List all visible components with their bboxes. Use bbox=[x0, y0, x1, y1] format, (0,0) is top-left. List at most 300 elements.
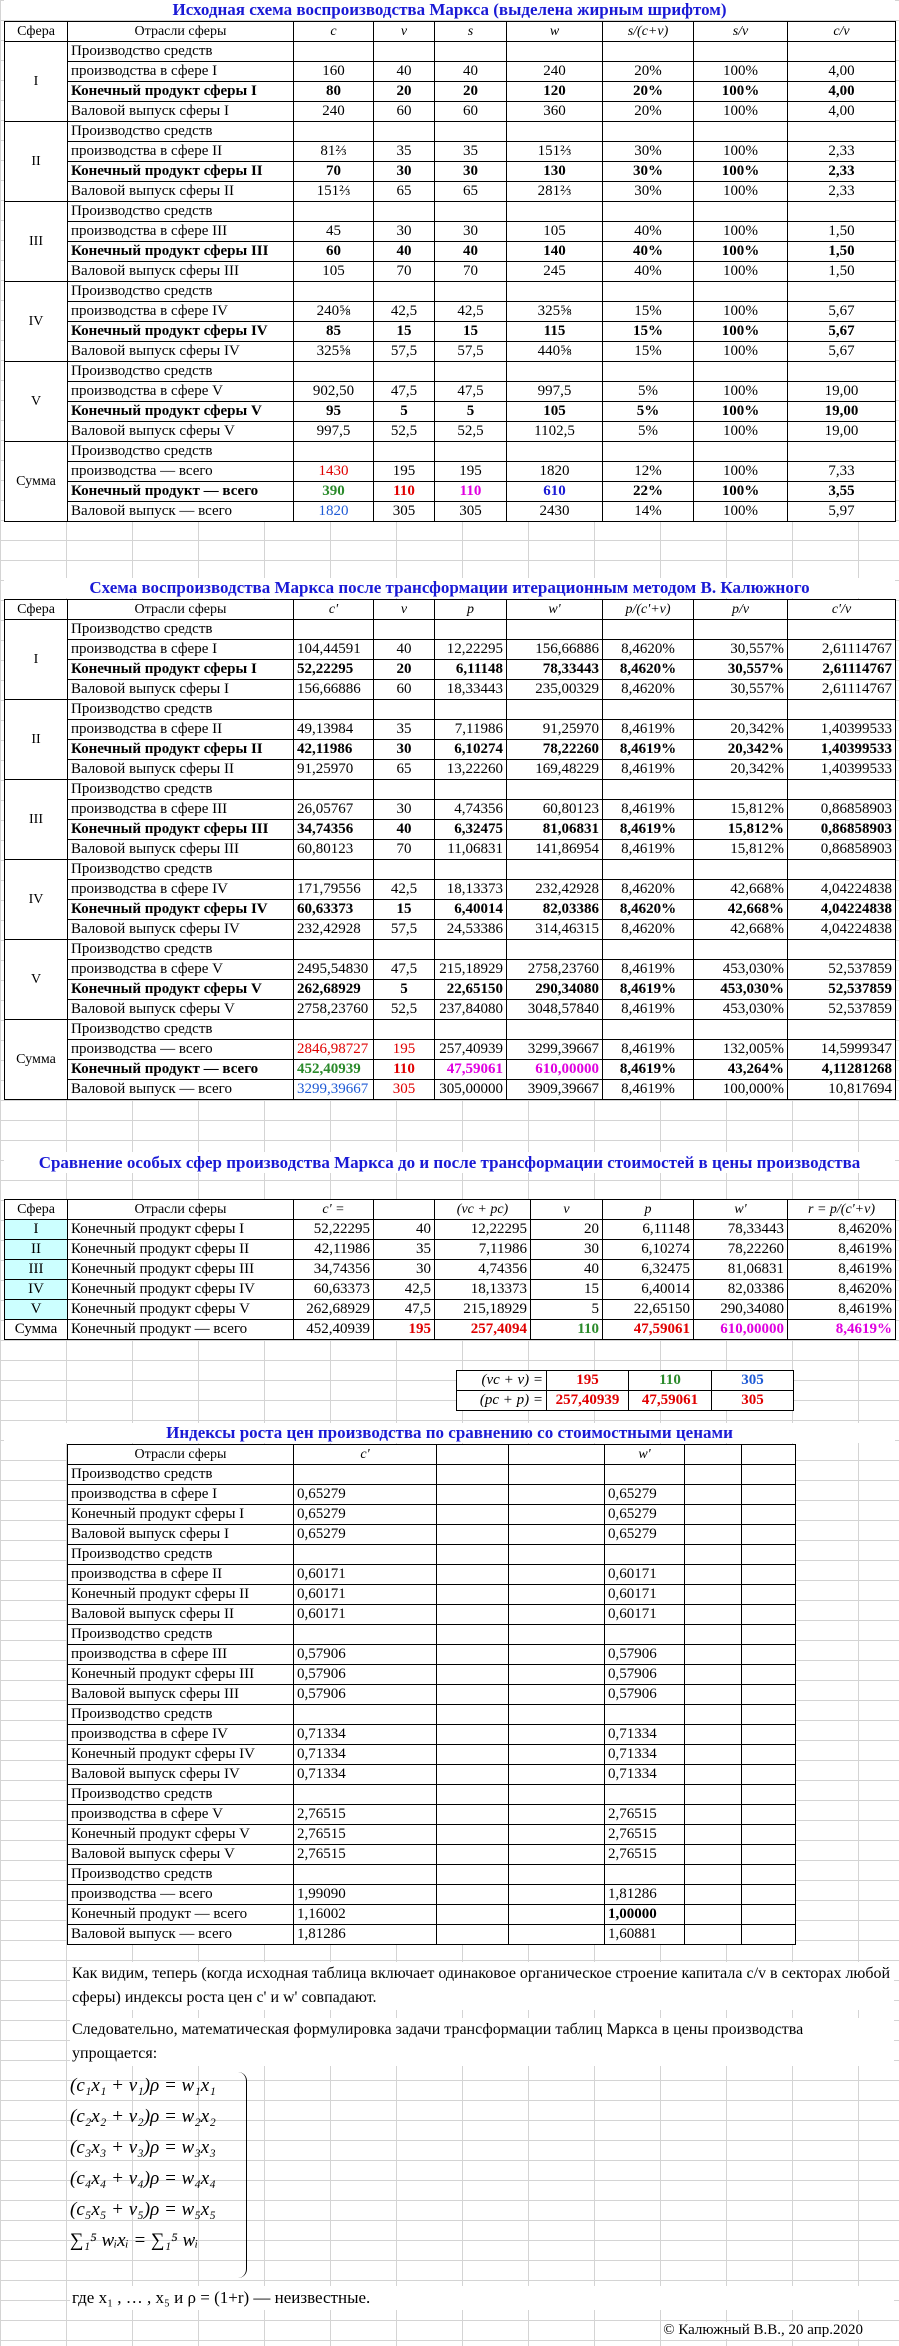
table-cell: 34,74356 bbox=[294, 1260, 374, 1280]
table-cell: 78,33443 bbox=[694, 1220, 788, 1240]
column-header bbox=[437, 1445, 509, 1465]
table-cell: Производство средств bbox=[68, 1705, 294, 1725]
sum-value: 257,40939 bbox=[547, 1391, 629, 1411]
table-row bbox=[5, 940, 896, 960]
table-cell: 997,5 bbox=[294, 422, 374, 442]
sphere-label: II bbox=[5, 700, 68, 780]
table-row bbox=[5, 402, 896, 422]
table-cell bbox=[374, 42, 435, 62]
empty-cell bbox=[509, 1725, 605, 1745]
table-cell: Сумма bbox=[5, 1320, 68, 1340]
table-cell: 15,812% bbox=[694, 840, 788, 860]
table-cell: 8,4620% bbox=[603, 880, 694, 900]
equation-brace bbox=[238, 2072, 247, 2278]
table-cell: 120 bbox=[507, 82, 603, 102]
table-cell: 43,264% bbox=[694, 1060, 788, 1080]
table-row bbox=[5, 860, 896, 880]
table-cell: 100% bbox=[694, 342, 788, 362]
table-cell bbox=[435, 362, 507, 382]
table-cell: 57,5 bbox=[374, 920, 435, 940]
table-cell: 5 bbox=[435, 402, 507, 422]
table-cell: производства в сфере I bbox=[68, 640, 294, 660]
table-row bbox=[5, 362, 896, 382]
table-cell bbox=[374, 780, 435, 800]
column-header bbox=[742, 1445, 796, 1465]
table-cell: 2,76515 bbox=[605, 1845, 685, 1865]
table-cell bbox=[294, 1785, 437, 1805]
table-cell bbox=[694, 700, 788, 720]
table-cell: 3299,39667 bbox=[294, 1080, 374, 1100]
sphere-label: Сумма bbox=[5, 442, 68, 522]
table-cell: 47,5 bbox=[374, 1300, 435, 1320]
table-row bbox=[5, 322, 896, 342]
table-cell: 325⅝ bbox=[294, 342, 374, 362]
empty-cell bbox=[685, 1845, 742, 1865]
table-cell: Валовой выпуск сферы I bbox=[68, 1525, 294, 1545]
table-cell bbox=[435, 620, 507, 640]
empty-cell bbox=[509, 1845, 605, 1865]
table-cell bbox=[605, 1465, 685, 1485]
table-cell: 3299,39667 bbox=[507, 1040, 603, 1060]
empty-cell bbox=[742, 1685, 796, 1705]
table-cell: 91,25970 bbox=[294, 760, 374, 780]
column-header: s/v bbox=[694, 22, 788, 42]
table-cell: 0,60171 bbox=[605, 1605, 685, 1625]
table-cell: 5,67 bbox=[788, 342, 896, 362]
table-cell: 100% bbox=[694, 262, 788, 282]
table-row bbox=[5, 202, 896, 222]
table-cell bbox=[788, 42, 896, 62]
table-row bbox=[68, 1625, 796, 1645]
empty-cell bbox=[509, 1625, 605, 1645]
table-cell: Конечный продукт — всего bbox=[68, 1320, 294, 1340]
table-cell bbox=[294, 1865, 437, 1885]
table-row bbox=[5, 1240, 896, 1260]
empty-cell bbox=[509, 1545, 605, 1565]
table-row bbox=[5, 42, 896, 62]
table-cell bbox=[694, 42, 788, 62]
column-header bbox=[509, 1445, 605, 1465]
table-cell bbox=[788, 442, 896, 462]
empty-cell bbox=[509, 1745, 605, 1765]
table-cell: 262,68929 bbox=[294, 980, 374, 1000]
table-cell: 8,4619% bbox=[603, 1060, 694, 1080]
table-cell: Конечный продукт сферы IV bbox=[68, 322, 294, 342]
table-cell bbox=[435, 282, 507, 302]
table-cell: Валовой выпуск сферы II bbox=[68, 1605, 294, 1625]
table-cell bbox=[603, 122, 694, 142]
table-cell: 195 bbox=[374, 1040, 435, 1060]
table-cell bbox=[603, 780, 694, 800]
table-cell: 1,99090 bbox=[294, 1885, 437, 1905]
table-cell: Конечный продукт сферы III bbox=[68, 820, 294, 840]
table-cell bbox=[507, 620, 603, 640]
table-cell: 2,33 bbox=[788, 182, 896, 202]
table-cell: 360 bbox=[507, 102, 603, 122]
table-cell bbox=[603, 202, 694, 222]
table-cell bbox=[294, 1625, 437, 1645]
table-cell: 0,65279 bbox=[294, 1485, 437, 1505]
table-cell: производства в сфере III bbox=[68, 1645, 294, 1665]
table-cell: 22% bbox=[603, 482, 694, 502]
table-cell: 42,11986 bbox=[294, 740, 374, 760]
table-cell: 40 bbox=[531, 1260, 603, 1280]
table-cell: 0,57906 bbox=[294, 1665, 437, 1685]
table-cell bbox=[294, 122, 374, 142]
table-cell: 610,00000 bbox=[507, 1060, 603, 1080]
table-cell: Валовой выпуск сферы III bbox=[68, 1685, 294, 1705]
column-header: c' = bbox=[294, 1200, 374, 1220]
table-row bbox=[5, 422, 896, 442]
sum-row bbox=[457, 1391, 794, 1411]
table-cell: 45 bbox=[294, 222, 374, 242]
table-cell: 19,00 bbox=[788, 422, 896, 442]
table-cell bbox=[507, 362, 603, 382]
table-cell: Конечный продукт сферы V bbox=[68, 1300, 294, 1320]
table-cell: 305,00000 bbox=[435, 1080, 507, 1100]
empty-cell bbox=[685, 1825, 742, 1845]
table-cell: Производство средств bbox=[68, 700, 294, 720]
table-cell: 6,10274 bbox=[435, 740, 507, 760]
table-cell: 8,4620% bbox=[603, 680, 694, 700]
empty-cell bbox=[509, 1705, 605, 1725]
table-cell: 2495,54830 bbox=[294, 960, 374, 980]
table-cell: 40 bbox=[435, 62, 507, 82]
table-cell: Конечный продукт сферы I bbox=[68, 1505, 294, 1525]
table-cell: Производство средств bbox=[68, 940, 294, 960]
table-cell: 610 bbox=[507, 482, 603, 502]
empty-cell bbox=[685, 1785, 742, 1805]
table-cell: 452,40939 bbox=[294, 1060, 374, 1080]
table-cell bbox=[507, 442, 603, 462]
table-cell: 0,71334 bbox=[605, 1725, 685, 1745]
table-cell bbox=[788, 700, 896, 720]
table-cell: 104,44591 bbox=[294, 640, 374, 660]
table-cell: Валовой выпуск сферы IV bbox=[68, 1765, 294, 1785]
table-cell bbox=[603, 860, 694, 880]
table-cell: 0,60171 bbox=[605, 1565, 685, 1585]
sphere-label: I bbox=[5, 620, 68, 700]
table-cell bbox=[294, 860, 374, 880]
table-row bbox=[68, 1725, 796, 1745]
table-cell: 85 bbox=[294, 322, 374, 342]
table-cell: Конечный продукт сферы II bbox=[68, 1240, 294, 1260]
table-cell: 1,81286 bbox=[605, 1885, 685, 1905]
table-cell: 100% bbox=[694, 302, 788, 322]
empty-cell bbox=[509, 1825, 605, 1845]
table-cell: Валовой выпуск сферы II bbox=[68, 182, 294, 202]
table-cell bbox=[507, 202, 603, 222]
table-cell: Валовой выпуск сферы IV bbox=[68, 920, 294, 940]
sphere-label: V bbox=[5, 362, 68, 442]
table-transformed-scheme bbox=[4, 599, 896, 1100]
table-cell: 14% bbox=[603, 502, 694, 522]
table-row bbox=[5, 182, 896, 202]
table-cell: производства в сфере V bbox=[68, 960, 294, 980]
table-cell: 4,00 bbox=[788, 82, 896, 102]
table-cell: производства — всего bbox=[68, 1885, 294, 1905]
table-cell: 2430 bbox=[507, 502, 603, 522]
table-cell: 8,4619% bbox=[788, 1300, 896, 1320]
column-header bbox=[374, 1200, 435, 1220]
table-cell: 235,00329 bbox=[507, 680, 603, 700]
empty-cell bbox=[685, 1545, 742, 1565]
table-cell: 110 bbox=[374, 1060, 435, 1080]
column-header: r = p/(c'+v) bbox=[788, 1200, 896, 1220]
table-cell bbox=[435, 860, 507, 880]
table-cell: Производство средств bbox=[68, 1020, 294, 1040]
table-cell: 34,74356 bbox=[294, 820, 374, 840]
table-cell: 19,00 bbox=[788, 382, 896, 402]
table-row bbox=[5, 462, 896, 482]
table-cell bbox=[374, 940, 435, 960]
table-cell: 100% bbox=[694, 422, 788, 442]
table-cell: 65 bbox=[374, 182, 435, 202]
table-cell: 4,04224838 bbox=[788, 920, 896, 940]
empty-cell bbox=[742, 1605, 796, 1625]
table-cell: 6,32475 bbox=[603, 1260, 694, 1280]
table-cell: 20 bbox=[374, 82, 435, 102]
table-cell: 100,000% bbox=[694, 1080, 788, 1100]
sum-value: 305 bbox=[712, 1391, 794, 1411]
table-cell: 8,4619% bbox=[788, 1320, 896, 1340]
table-cell: 78,22260 bbox=[507, 740, 603, 760]
column-header: c/v bbox=[788, 22, 896, 42]
column-header: Сфера bbox=[5, 22, 68, 42]
table-cell: Конечный продукт сферы III bbox=[68, 242, 294, 262]
table-cell: производства — всего bbox=[68, 462, 294, 482]
table-row bbox=[68, 1805, 796, 1825]
empty-cell bbox=[437, 1865, 509, 1885]
table-cell: 902,50 bbox=[294, 382, 374, 402]
table-cell bbox=[605, 1785, 685, 1805]
table-cell: Конечный продукт сферы IV bbox=[68, 1745, 294, 1765]
table-cell: 40 bbox=[435, 242, 507, 262]
table-cell: 5 bbox=[374, 980, 435, 1000]
table-cell: III bbox=[5, 1260, 68, 1280]
table-row bbox=[5, 900, 896, 920]
table-cell bbox=[294, 1545, 437, 1565]
table-cell: 81,06831 bbox=[694, 1260, 788, 1280]
table-row bbox=[5, 1000, 896, 1020]
table-cell: 232,42928 bbox=[507, 880, 603, 900]
table-row bbox=[5, 1060, 896, 1080]
table-cell: производства в сфере III bbox=[68, 800, 294, 820]
table-cell: 452,40939 bbox=[294, 1320, 374, 1340]
table-cell: 0,86858903 bbox=[788, 820, 896, 840]
table-cell: 100% bbox=[694, 242, 788, 262]
sphere-label: IV bbox=[5, 860, 68, 940]
table-cell: Валовой выпуск — всего bbox=[68, 1080, 294, 1100]
table-cell: 70 bbox=[374, 262, 435, 282]
empty-cell bbox=[509, 1605, 605, 1625]
table-cell: 1,40399533 bbox=[788, 720, 896, 740]
empty-cell bbox=[437, 1465, 509, 1485]
table-cell: 30 bbox=[374, 222, 435, 242]
table-cell: 314,46315 bbox=[507, 920, 603, 940]
table-cell: 95 bbox=[294, 402, 374, 422]
equation-2: (c₂x₂ + v₂)ρ = w₂x₂ bbox=[70, 2106, 216, 2127]
empty-cell bbox=[742, 1465, 796, 1485]
table-cell: 2758,23760 bbox=[507, 960, 603, 980]
empty-cell bbox=[437, 1845, 509, 1865]
table-cell: 20% bbox=[603, 62, 694, 82]
table-cell: 453,030% bbox=[694, 960, 788, 980]
table-cell: 8,4619% bbox=[603, 740, 694, 760]
empty-cell bbox=[685, 1865, 742, 1885]
table-cell: 110 bbox=[435, 482, 507, 502]
table-cell: 8,4620% bbox=[603, 920, 694, 940]
table-cell: 18,33443 bbox=[435, 680, 507, 700]
table-row bbox=[68, 1785, 796, 1805]
table-cell bbox=[788, 620, 896, 640]
table-cell: 0,86858903 bbox=[788, 800, 896, 820]
empty-cell bbox=[685, 1645, 742, 1665]
table-cell: 305 bbox=[435, 502, 507, 522]
table-cell bbox=[788, 202, 896, 222]
table-cell: Конечный продукт — всего bbox=[68, 482, 294, 502]
empty-cell bbox=[437, 1745, 509, 1765]
table-cell: 0,86858903 bbox=[788, 840, 896, 860]
empty-cell bbox=[509, 1645, 605, 1665]
table-cell: 0,65279 bbox=[605, 1505, 685, 1525]
column-header: v bbox=[374, 22, 435, 42]
table-cell: производства в сфере II bbox=[68, 1565, 294, 1585]
table-cell: 240⅝ bbox=[294, 302, 374, 322]
empty-cell bbox=[742, 1905, 796, 1925]
table-cell: 30 bbox=[435, 222, 507, 242]
table-row bbox=[68, 1505, 796, 1525]
sphere-label: III bbox=[5, 780, 68, 860]
table-row bbox=[68, 1905, 796, 1925]
table-cell: 245 bbox=[507, 262, 603, 282]
table-cell bbox=[435, 42, 507, 62]
table-row bbox=[5, 1080, 896, 1100]
table-price-indices bbox=[67, 1444, 796, 1945]
table-row bbox=[5, 162, 896, 182]
table-cell: 0,57906 bbox=[605, 1685, 685, 1705]
empty-cell bbox=[742, 1785, 796, 1805]
table-cell bbox=[435, 700, 507, 720]
table-cell: 0,60171 bbox=[605, 1585, 685, 1605]
table-cell: 2,61114767 bbox=[788, 640, 896, 660]
table-cell: 57,5 bbox=[435, 342, 507, 362]
table-cell: 30 bbox=[374, 1260, 435, 1280]
table-cell: 30 bbox=[374, 800, 435, 820]
sum-value: 195 bbox=[547, 1371, 629, 1391]
table-cell: 2846,98727 bbox=[294, 1040, 374, 1060]
table-row bbox=[68, 1545, 796, 1565]
table-cell: 6,40014 bbox=[435, 900, 507, 920]
table-cell bbox=[435, 442, 507, 462]
table-cell: 2,33 bbox=[788, 142, 896, 162]
empty-cell bbox=[437, 1625, 509, 1645]
table-cell: 5% bbox=[603, 422, 694, 442]
table-cell: 8,4619% bbox=[603, 960, 694, 980]
empty-cell bbox=[509, 1565, 605, 1585]
table-row bbox=[68, 1605, 796, 1625]
table-cell bbox=[694, 780, 788, 800]
table-cell bbox=[374, 700, 435, 720]
table-cell: 453,030% bbox=[694, 1000, 788, 1020]
table-cell: 305 bbox=[374, 1080, 435, 1100]
table-cell: 60,80123 bbox=[507, 800, 603, 820]
table-cell: 8,4619% bbox=[788, 1260, 896, 1280]
table-cell: 7,11986 bbox=[435, 720, 507, 740]
conclusion-paragraph: Как видим, теперь (когда исходная таблица включает одинаковое органическое строение капитала c/v в секторах любой сферы) индексы роста цен c' и w' совпадают. bbox=[70, 1962, 894, 2010]
table-cell: 60,80123 bbox=[294, 840, 374, 860]
table-cell: 2,76515 bbox=[294, 1825, 437, 1845]
table-cell: Валовой выпуск сферы V bbox=[68, 1845, 294, 1865]
table-cell: 35 bbox=[374, 720, 435, 740]
table-initial-scheme bbox=[4, 21, 896, 522]
table-cell: 1,50 bbox=[788, 242, 896, 262]
empty-cell bbox=[685, 1605, 742, 1625]
table-cell bbox=[374, 362, 435, 382]
table-row bbox=[5, 800, 896, 820]
table-cell: Валовой выпуск — всего bbox=[68, 1925, 294, 1945]
table-cell: Производство средств bbox=[68, 620, 294, 640]
sum-value: 47,59061 bbox=[629, 1391, 712, 1411]
table-row bbox=[5, 1020, 896, 1040]
table-row bbox=[5, 82, 896, 102]
table-cell: Конечный продукт сферы II bbox=[68, 1585, 294, 1605]
empty-cell bbox=[742, 1925, 796, 1945]
column-header: p/v bbox=[694, 600, 788, 620]
table-cell: 78,22260 bbox=[694, 1240, 788, 1260]
table-cell: 30 bbox=[374, 162, 435, 182]
table-cell: 262,68929 bbox=[294, 1300, 374, 1320]
empty-cell bbox=[437, 1565, 509, 1585]
table-cell bbox=[605, 1865, 685, 1885]
table-cell: производства в сфере IV bbox=[68, 302, 294, 322]
table-cell bbox=[788, 780, 896, 800]
table-cell: 26,05767 bbox=[294, 800, 374, 820]
table-cell bbox=[294, 620, 374, 640]
table-cell bbox=[694, 122, 788, 142]
table-cell bbox=[507, 282, 603, 302]
empty-cell bbox=[685, 1885, 742, 1905]
table-cell: Валовой выпуск сферы II bbox=[68, 760, 294, 780]
table-cell: производства в сфере I bbox=[68, 1485, 294, 1505]
table-cell: 42,5 bbox=[435, 302, 507, 322]
table-cell bbox=[435, 1020, 507, 1040]
table-row bbox=[5, 1280, 896, 1300]
table-cell: Производство средств bbox=[68, 282, 294, 302]
table-cell: 20 bbox=[531, 1220, 603, 1240]
table-cell: 6,11148 bbox=[435, 660, 507, 680]
table-cell: 22,65150 bbox=[435, 980, 507, 1000]
table-cell bbox=[694, 442, 788, 462]
table-cell: Производство средств bbox=[68, 1865, 294, 1885]
sum-value: 110 bbox=[629, 1371, 712, 1391]
empty-cell bbox=[509, 1665, 605, 1685]
copyright-footer: © Калюжный В.В., 20 апр.2020 bbox=[663, 2322, 863, 2338]
table-cell bbox=[694, 202, 788, 222]
table-cell: 1820 bbox=[507, 462, 603, 482]
table-cell: производства в сфере II bbox=[68, 142, 294, 162]
table-cell: Конечный продукт сферы I bbox=[68, 1220, 294, 1240]
table-cell: Конечный продукт сферы III bbox=[68, 1260, 294, 1280]
table-cell: 8,4619% bbox=[603, 760, 694, 780]
table-cell: 12,22295 bbox=[435, 640, 507, 660]
column-header: w' bbox=[694, 1200, 788, 1220]
header-row bbox=[5, 1200, 896, 1220]
empty-cell bbox=[742, 1765, 796, 1785]
table-cell: 215,18929 bbox=[435, 1300, 531, 1320]
table3-title: Сравнение особых сфер производства Маркса до и после трансформации стоимостей в цены производства bbox=[4, 1152, 895, 1173]
table-cell: 8,4619% bbox=[603, 1000, 694, 1020]
